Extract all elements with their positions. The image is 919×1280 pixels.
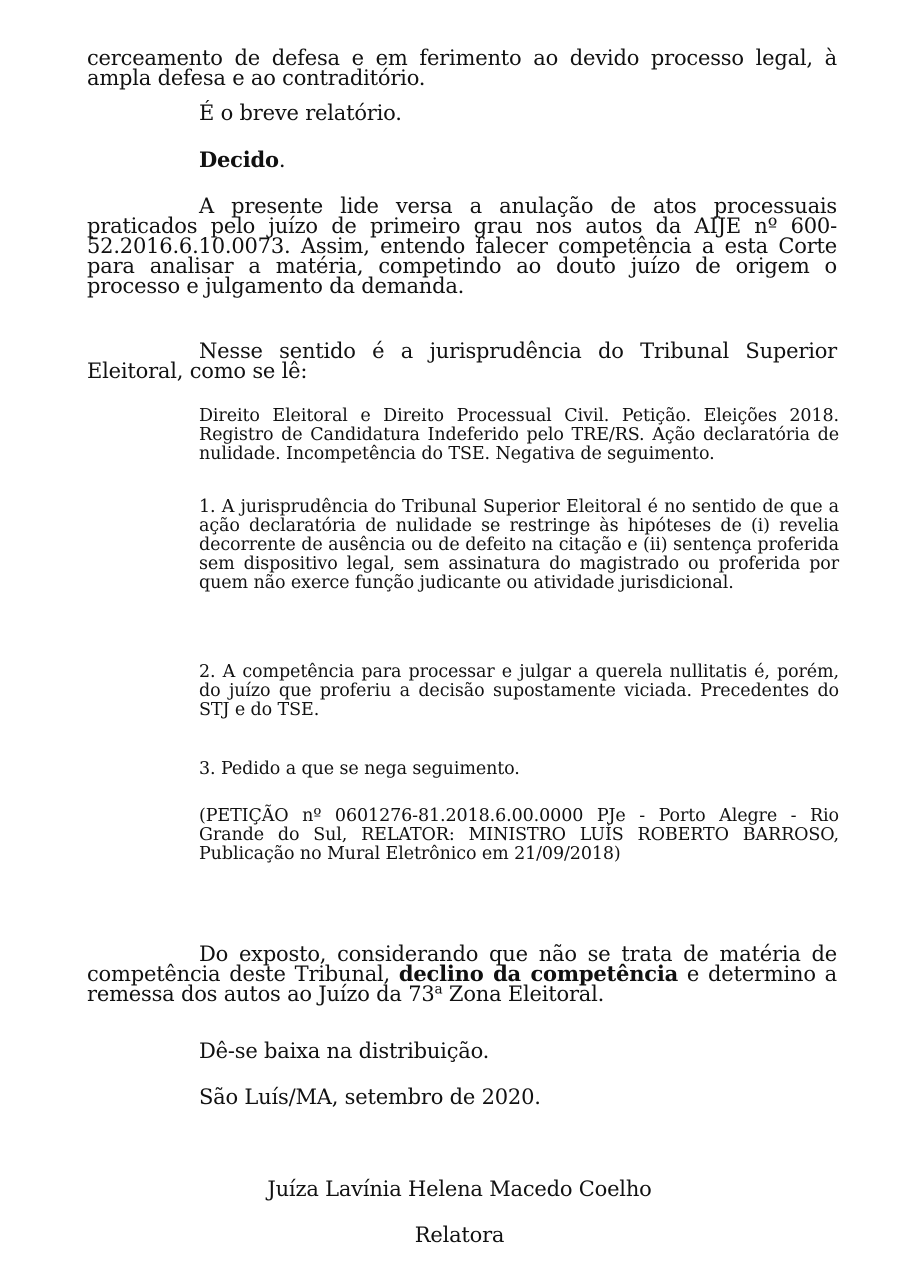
exposto-text-1: Do exposto, considerando que não se trata de matéria de competência deste Tribunal, bbox=[87, 942, 837, 986]
paragraph-relatorio: É o breve relatório. bbox=[199, 101, 402, 125]
paragraph-cerceamento: cerceamento de defesa e em ferimento ao devido processo legal, à ampla defesa e ao contraditório. bbox=[87, 46, 837, 90]
signature-name: Juíza Lavínia Helena Macedo Coelho bbox=[267, 1177, 652, 1201]
quote-ementa: Direito Eleitoral e Direito Processual Civil. Petição. Eleições 2018. Registro de Candidatura Indeferido pelo TRE/RS. Ação declaratória de nulidade. Incompetência do TSE. Negativa de seguimento. bbox=[199, 406, 839, 464]
exposto-text-3: Zona Eleitoral. bbox=[442, 982, 605, 1006]
quote-item-2: 2. A competência para processar e julgar a querela nullitatis é, porém, do juízo que proferiu a decisão supostamente viciada. Precedentes do STJ e do TSE. bbox=[199, 662, 839, 720]
quote-item-3: 3. Pedido a que se nega seguimento. bbox=[199, 759, 520, 779]
exposto-bold-decline: declino da competência bbox=[398, 961, 679, 986]
paragraph-local-data: São Luís/MA, setembro de 2020. bbox=[199, 1085, 541, 1109]
quote-citation: (PETIÇÃO nº 0601276-81.2018.6.00.0000 PJe - Porto Alegre - Rio Grande do Sul, RELATOR: MINISTRO LUÍS ROBERTO BARROSO, Publicação no Mural Eletrônico em 21/09/2018) bbox=[199, 806, 839, 864]
signature-role: Relatora bbox=[414, 1223, 505, 1247]
quote-item-1: 1. A jurisprudência do Tribunal Superior Eleitoral é no sentido de que a ação declaratória de nulidade se restringe às hipóteses de (i) revelia decorrente de ausência ou de defeito na citação e (ii) sentença proferida sem dispositivo legal, sem assinatura do magistrado ou proferida por quem não exerce função judicante ou atividade jurisdicional. bbox=[199, 497, 839, 593]
exposto-ordinal: a bbox=[434, 981, 443, 998]
paragraph-exposto bbox=[87, 944, 837, 1004]
decido-period: . bbox=[278, 148, 286, 172]
paragraph-baixa: Dê-se baixa na distribuição. bbox=[199, 1039, 490, 1063]
paragraph-jurisprudencia: Nesse sentido é a jurisprudência do Tribunal Superior Eleitoral, como se lê: bbox=[87, 339, 837, 383]
paragraph-lide: A presente lide versa a anulação de atos processuais praticados pelo juízo de primeiro grau nos autos da AIJE nº 600-52.2016.6.10.0073. Assim, entendo falecer competência a esta Corte para analisar a matéria, competindo ao douto juízo de origem o processo e julgamento da demanda. bbox=[87, 194, 837, 298]
decido-heading: Decido bbox=[199, 147, 279, 172]
paragraph-decido bbox=[199, 147, 839, 172]
exposto-text-2: e determino a remessa dos autos ao Juízo da 73 bbox=[87, 962, 837, 1006]
